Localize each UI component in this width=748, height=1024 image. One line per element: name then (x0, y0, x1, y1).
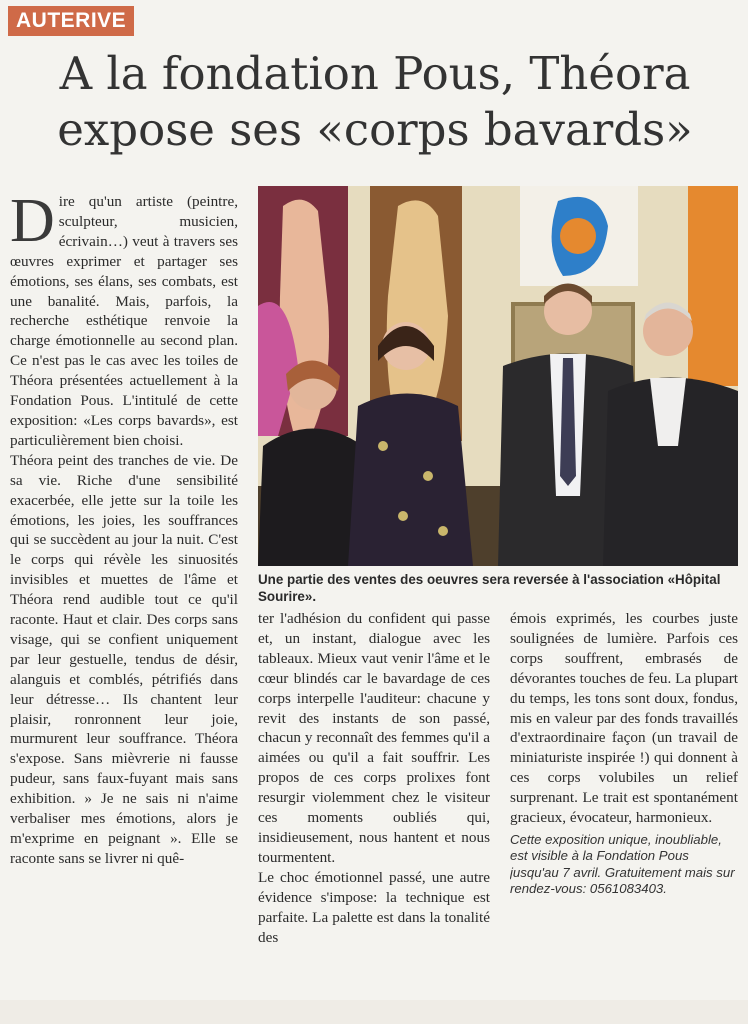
headline-line-1: A la fondation Pous, Théora (59, 47, 691, 100)
exhibition-info-note: Cette exposition unique, inoubliable, est visible à la Fondation Pous jusqu'au 7 avril. Gratuitement mais sur rendez-vous: 0561083403. (510, 831, 735, 897)
article-column-2 (258, 609, 490, 993)
dress-flower (398, 511, 408, 521)
section-tag: AUTERIVE (8, 6, 134, 36)
article-paragraph: Le choc émotionnel passé, une autre évidence s'impose: la technique est parfaite. La palette est dans la tonalité des (258, 868, 490, 946)
photo-caption: Une partie des ventes des oeuvres sera reversée à l'association «Hôpital Sourire». (258, 572, 721, 604)
paragraph-text: ire qu'un artiste (peintre, sculpteur, musicien, écrivain…) veut à travers ses œuvres exprimer et partager ses émotions, ses élans, ses combats, est une banalité. Mais, parfois, la recherche esthétique renvoie la charge émotionnelle au second plan. Ce n'est pas le cas avec les toiles de Théora présentées actuellement à la Fondation Pous. L'intitulé de cette exposition: «Les corps bavards», est particulièrement bien choisi. (10, 193, 238, 449)
dress-flower (378, 441, 388, 451)
article-column-1 (10, 192, 238, 992)
photo-illustration (258, 186, 738, 566)
article-paragraph: ter l'adhésion du confident qui passe et, un instant, dialogue avec les tableaux. Mieux vaut venir l'âme et le cœur blindés car le bavardage de ces corps interpelle l'auditeur: chacune y revit des instants de son passé, chacun y reconnaît des femmes qu'il a aimées ou qu'il a fait souffrir. Les propos de ces corps prolixes font resurgir violemment chez le visiteur ces moments oubliés qui, insidieusement, nous hantent et nous tourmentent. (258, 610, 490, 866)
page-bottom-edge (0, 1000, 748, 1024)
headline-line-2: expose ses «corps bavards» (57, 103, 693, 156)
event-photo (258, 186, 738, 566)
dress-flower (438, 526, 448, 536)
headline (30, 46, 720, 158)
article-paragraph (10, 192, 238, 451)
person-2-dress (348, 394, 473, 567)
dress-flower (423, 471, 433, 481)
painting-orange-shape (560, 218, 596, 254)
article-paragraph: émois exprimés, les courbes juste soulignées de lumière. Parfois ces corps souffrent, embrasés de dévorantes touches de feu. La plupart du temps, les tons sont doux, fondus, mis en valeur par des fonds travaillés d'extraordinaire façon (un travail de miniaturiste inspirée !) qui donnent à ces corps volubiles un relief surprenant. Le trait est spontanément gracieux, évocateur, harmonieux. (510, 610, 738, 827)
painting-orange-panel (688, 186, 738, 386)
article-column-3 (510, 609, 738, 993)
drop-cap: D (10, 192, 55, 255)
article-paragraph: Théora peint des tranches de vie. De sa vie. Riche d'une sensibilité exacerbée, elle jette sur la toile les émotions, les joies, les souffrances qui se succèdent au jour la nuit. C'est le corps qui révèle les sinuosités invisibles et muettes de l'âme et Théora rend audible tout ce qu'il raconte. Haut et clair. Des corps sans visage, qui se confient uniquement par leur gestuelle, tendus de désir, alanguis et comblés, pétrifiés dans leur détresse… Ils chantent leur plaisir, ronronnent leur joie, murmurent leur souffrance. Théora s'expose. Sans mièvrerie ni fausse pudeur, sans faux-fuyant mais sans exhibition. » Je ne sais ni n'aime verbaliser mes émotions, alors je m'exprime en peignant ». Elle se raconte sans se livrer ni quê- (10, 451, 238, 867)
